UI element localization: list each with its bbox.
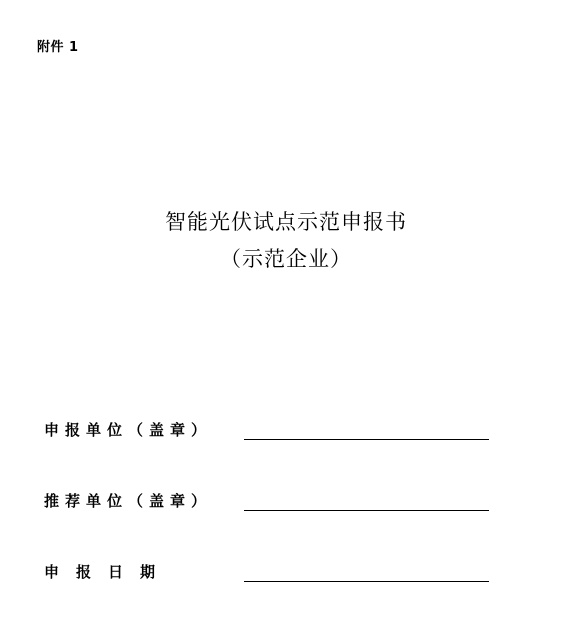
application-date-field bbox=[44, 561, 494, 585]
application-date-label: 申报日期 bbox=[44, 563, 173, 581]
recommending-unit-blank-line[interactable] bbox=[244, 510, 489, 511]
recommending-unit-field bbox=[44, 490, 494, 514]
document-title: 智能光伏试点示范申报书 bbox=[165, 210, 407, 234]
applicant-unit-blank-line[interactable] bbox=[244, 439, 489, 440]
application-date-blank-line[interactable] bbox=[244, 581, 489, 582]
attachment-label: 附件 1 bbox=[37, 40, 79, 55]
recommending-unit-label: 推荐单位（盖章） bbox=[44, 492, 213, 510]
applicant-unit-field bbox=[44, 419, 494, 443]
applicant-unit-label: 申报单位（盖章） bbox=[44, 421, 213, 439]
document-subtitle: （示范企业） bbox=[220, 247, 352, 271]
